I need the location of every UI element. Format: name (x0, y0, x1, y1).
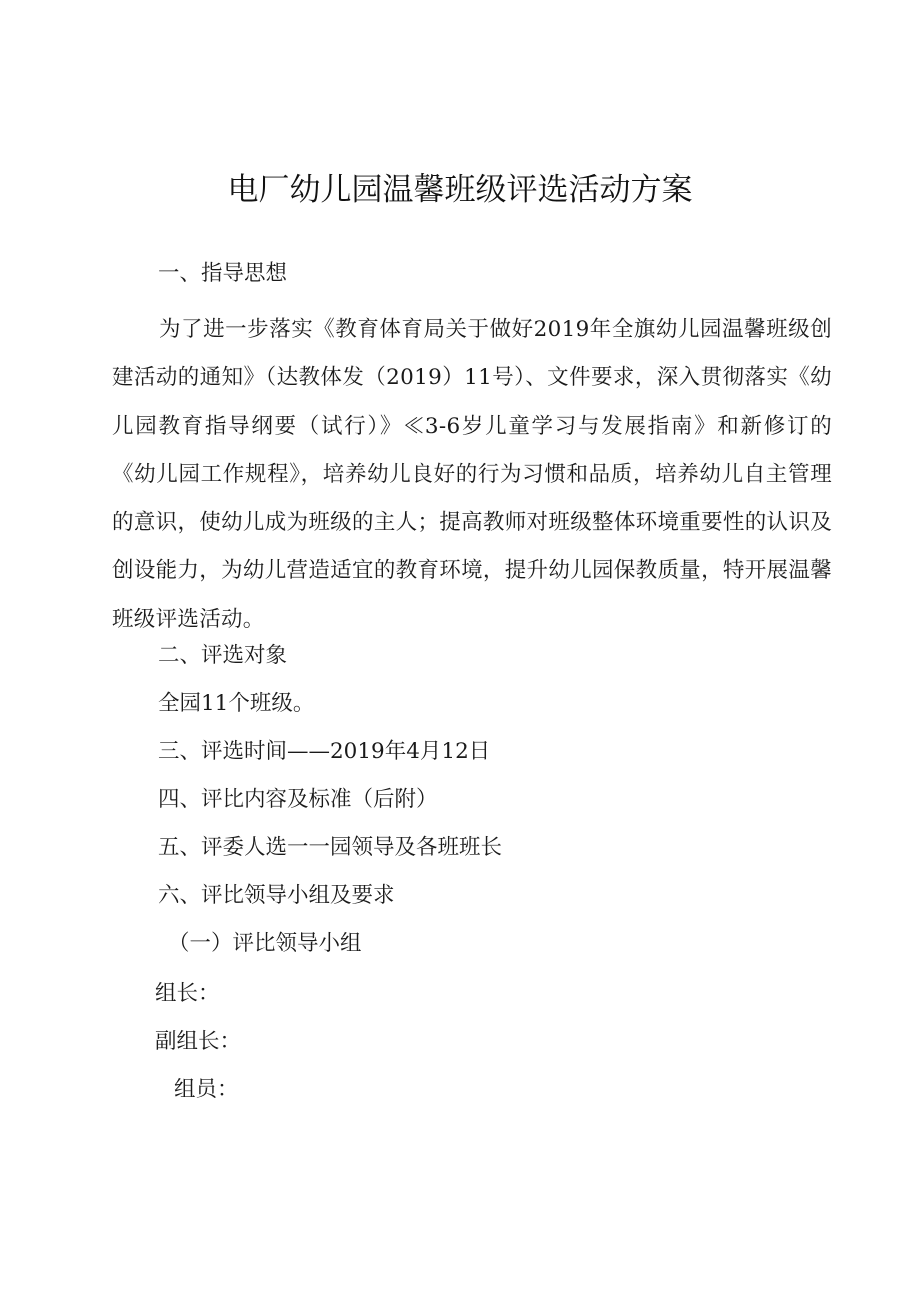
section6-heading: 六、评比领导小组及要求 (158, 883, 395, 908)
section5-line: 五、评委人选一一园领导及各班班长 (158, 835, 503, 860)
vice-leader-label: 副组长： (155, 1029, 242, 1054)
section2-body: 全园11个班级。 (158, 691, 315, 716)
section1-heading: 一、指导思想 (158, 261, 288, 286)
section1-body: 为了进一步落实《教育体育局关于做好2019年全旗幼儿园温馨班级创建活动的通知》（达教体发（2019）11号）、文件要求，深入贯彻落实《幼儿园教育指导纲要（试行）》≪3-6岁儿童学习与发展指南》和新修订的《幼儿园工作规程》，培养幼儿良好的行为习惯和品质，培养幼儿自主管理的意识，使幼儿成为班级的主人；提高教师对班级整体环境重要性的认识及创设能力，为幼儿营造适宜的教育环境，提升幼儿园保教质量，特开展温馨班级评选活动。 (112, 317, 832, 632)
leader-label: 组长： (155, 981, 220, 1006)
section2-heading: 二、评选对象 (158, 643, 288, 668)
subsection1-heading: （一）评比领导小组 (168, 931, 362, 956)
section3-line: 三、评选时间——2019年4月12日 (158, 739, 491, 764)
section4-line: 四、评比内容及标准（后附） (158, 787, 438, 812)
members-label: 组员： (174, 1077, 239, 1102)
document-title: 电厂幼儿园温馨班级评选活动方案 (227, 172, 693, 208)
